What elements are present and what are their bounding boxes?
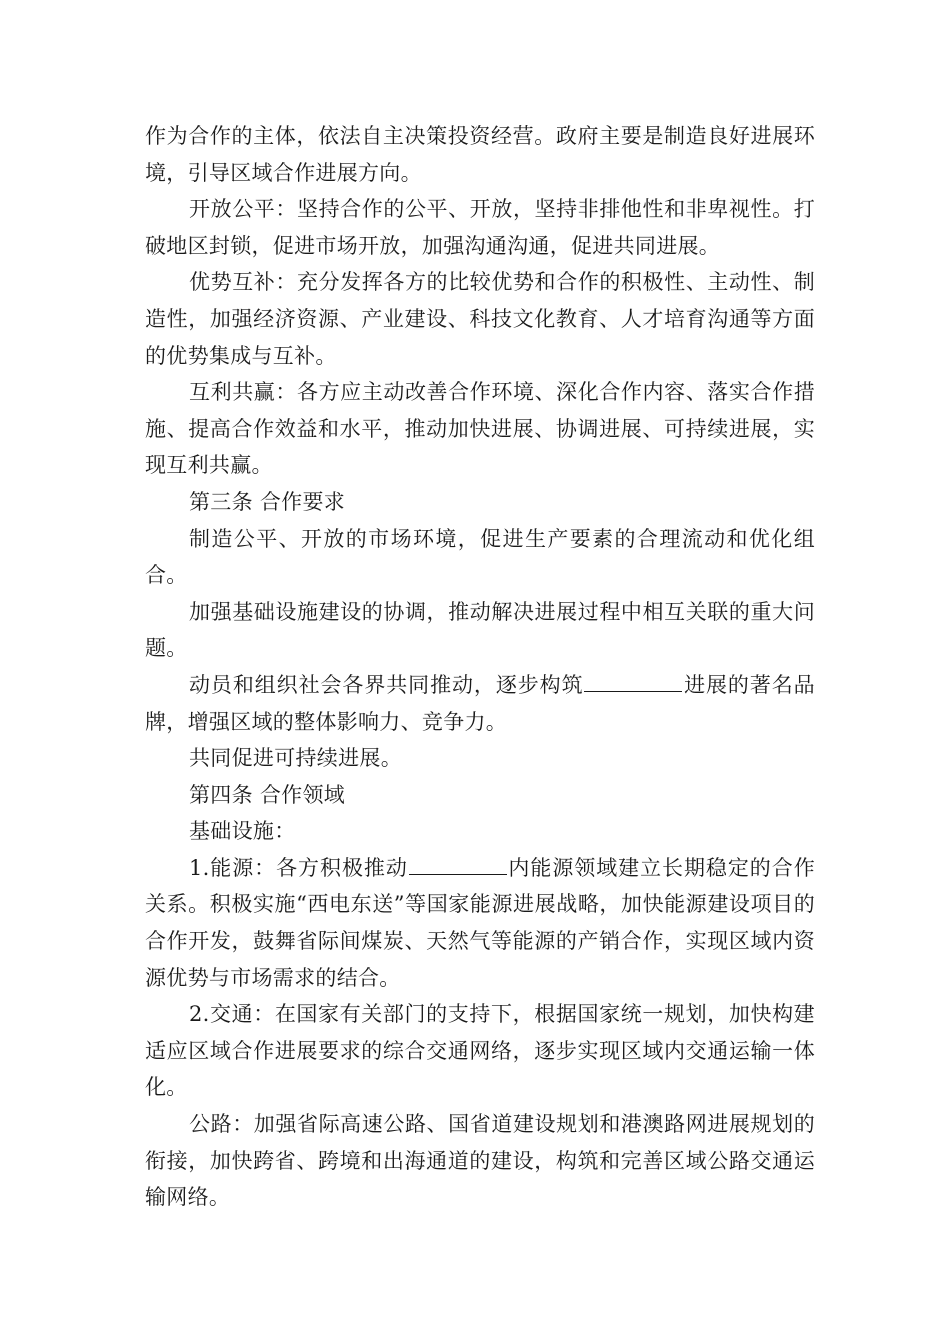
paragraph-text: 进展的著名品牌，增强区域的整体影响力、竞争力。	[145, 672, 815, 734]
paragraph-text: 共同促进可持续进展。	[189, 746, 402, 771]
section-heading-article-4	[145, 777, 815, 814]
paragraph-text: 基础设施：	[189, 819, 296, 844]
paragraph-7	[145, 594, 815, 667]
paragraph-text: 开放公平：坚持合作的公平、开放，坚持非排他性和非卑视性。打破地区封锁，促进市场开放，加强沟通沟通，促进共同进展。	[145, 197, 815, 258]
heading-text: 第四条 合作领域	[189, 782, 346, 807]
paragraph-4	[145, 374, 815, 484]
paragraph-8	[145, 667, 815, 740]
paragraph-11	[145, 813, 815, 850]
fill-in-blank	[584, 669, 682, 692]
paragraph-text: 2.交通：在国家有关部门的支持下，根据国家统一规划，加快构建适应区域合作进展要求的综合交通网络，逐步实现区域内交通运输一体化。	[145, 1002, 815, 1100]
paragraph-6	[145, 521, 815, 594]
paragraph-14	[145, 1106, 815, 1216]
paragraph-text: 1.能源：各方积极推动	[189, 855, 408, 880]
paragraph-text: 公路：加强省际高速公路、国省道建设规划和港澳路网进展规划的衔接，加快跨省、跨境和出海通道的建设，构筑和完善区域公路交通运输网络。	[145, 1112, 815, 1210]
paragraph-text: 作为合作的主体，依法自主决策投资经营。政府主要是制造良好进展环境，引导区域合作进展方向。	[145, 124, 815, 185]
paragraph-2	[145, 191, 815, 264]
paragraph-9	[145, 740, 815, 777]
paragraph-text: 互利共赢：各方应主动改善合作环境、深化合作内容、落实合作措施、提高合作效益和水平，推动加快进展、协调进展、可持续进展，实现互利共赢。	[145, 380, 815, 478]
paragraph-text: 优势互补：充分发挥各方的比较优势和合作的积极性、主动性、制造性，加强经济资源、产业建设、科技文化教育、人才培育沟通等方面的优势集成与互补。	[145, 270, 815, 368]
section-heading-article-3	[145, 484, 815, 521]
paragraph-text: 加强基础设施建设的协调，推动解决进展过程中相互关联的重大问题。	[145, 599, 815, 661]
paragraph-13	[145, 996, 815, 1106]
paragraph-3	[145, 264, 815, 374]
paragraph-1	[145, 118, 815, 191]
paragraph-text: 内能源领域建立长期稳定的合作关系。积极实施“西电东送”等国家能源进展战略，加快能源建设项目的合作开发，鼓舞省际间煤炭、天然气等能源的产销合作，实现区域内资源优势与市场需求的结合。	[145, 855, 815, 990]
heading-text: 第三条 合作要求	[189, 489, 346, 514]
paragraph-12	[145, 850, 815, 996]
document-body	[145, 118, 815, 1216]
paragraph-text: 制造公平、开放的市场环境，促进生产要素的合理流动和优化组合。	[145, 526, 815, 588]
fill-in-blank	[409, 852, 507, 875]
paragraph-text: 动员和组织社会各界共同推动，逐步构筑	[189, 672, 584, 697]
